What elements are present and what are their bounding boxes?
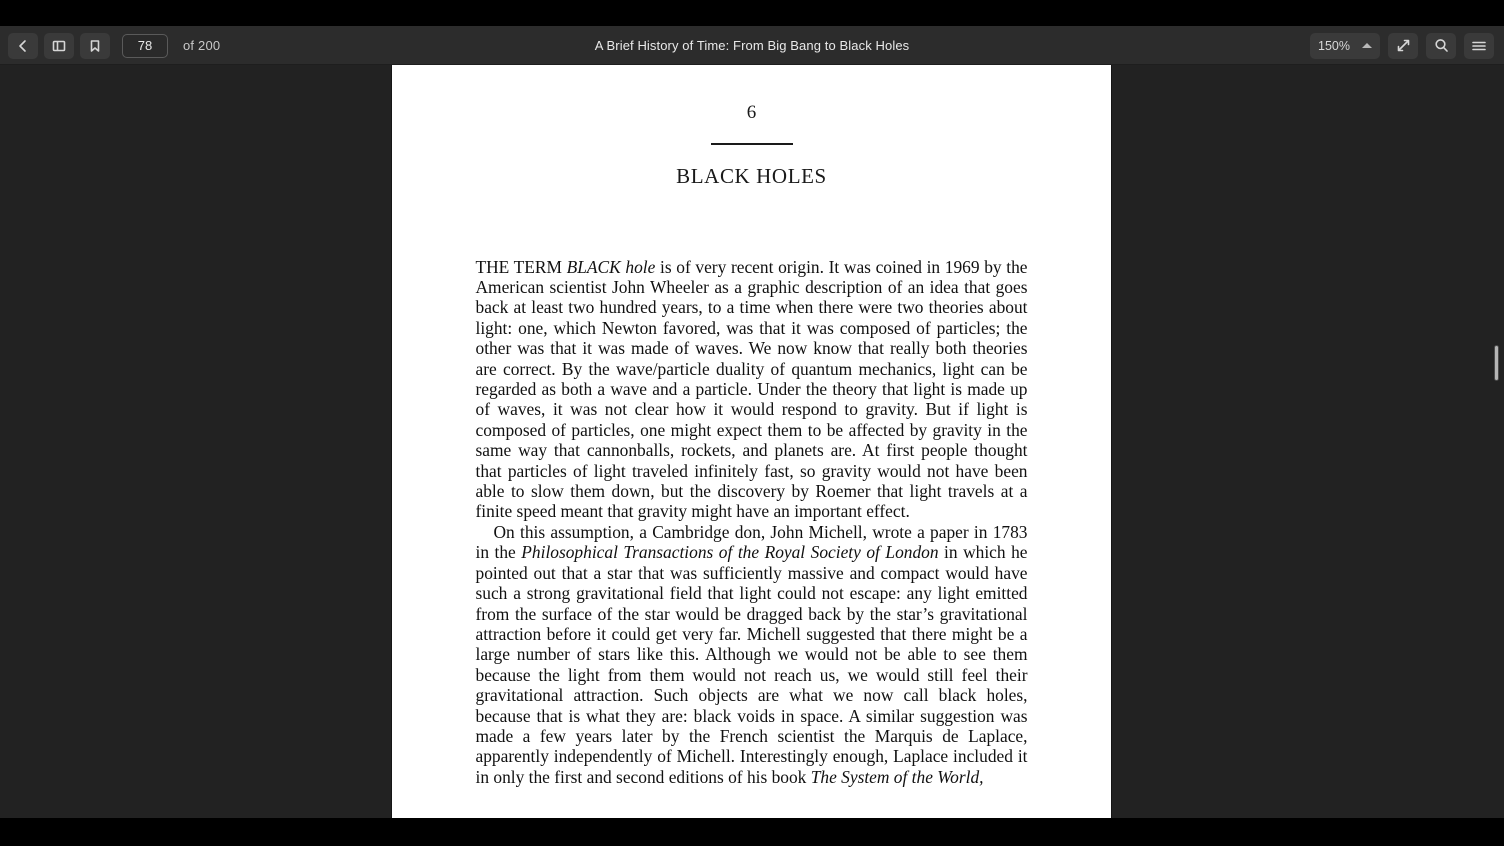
page-number-input[interactable] <box>122 34 168 58</box>
toolbar-center-group <box>0 26 1504 65</box>
journal-title-italic: Philosophical Transactions of the Royal Society of London <box>521 542 939 563</box>
zoom-level-dropdown[interactable] <box>1310 33 1380 59</box>
letterbox-bottom <box>0 818 1504 846</box>
document-title: A Brief History of Time: From Big Bang to Black Holes <box>594 38 910 53</box>
search-button[interactable] <box>1426 33 1456 59</box>
chapter-number: 6 <box>746 102 757 123</box>
vertical-scrollbar-track[interactable] <box>1490 65 1504 818</box>
lead-smallcaps-italic: BLACK <box>566 256 621 277</box>
chevron-left-icon <box>15 38 31 54</box>
document-viewer[interactable] <box>0 65 1504 818</box>
paragraph-1 <box>476 257 1028 522</box>
paragraph-1-text: is of very recent origin. It was coined in 1969 by the American scientist John Wheeler as a graphic description of an idea that goes back at least two hundred years, to a time when there were two theories about light: one, which Newton favored, was that it was composed of particles; the other was that it was made of waves. We now know that really both theories are correct. By the wave/particle duality of quantum mechanics, light can be regarded as both a wave and a particle. Under the theory that light is made up of waves, it was not clear how it would respond to gravity. But if light is composed of particles, one might expect them to be affected by gravity in the same way that cannonballs, rockets, and planets are. At first people thought that particles of light traveled infinitely fast, so gravity would not have been able to slow them down, but the discovery by Roemer that light travels at a finite speed meant that gravity might have an important effect. <box>475 256 1028 522</box>
paragraph-2-part-2: in which he pointed out that a star that was sufficiently massive and compact would have such a strong gravitational field that light could not escape: any light emitted from the surface of the star would be dragged back by the star’s gravitational attraction before it could get very far. Michell suggested that there might be a large number of stars like this. Although we would not be able to see them because the light from them would not reach us, we would still feel their gravitational attraction. Such objects are what we now call black holes, because that is what they are: black voids in space. A similar suggestion was made a few years later by the French scientist the Marquis de Laplace, apparently independently of Michell. Interestingly enough, Laplace included it in only the first and second editions of his book <box>475 542 1028 787</box>
chevron-up-icon <box>1362 43 1372 48</box>
document-page <box>392 65 1111 818</box>
lead-italic-word: hole <box>620 256 656 277</box>
page-total-label: of 200 <box>183 38 221 53</box>
letterbox-top <box>0 0 1504 26</box>
toolbar-left-group <box>8 26 220 65</box>
page-body-text <box>476 257 1028 788</box>
paragraph-2-part-1: On this assumption, a Cambridge don, John Michell, wrote a paper in 1783 in the <box>475 521 1028 563</box>
magnifier-icon <box>1433 37 1450 54</box>
toolbar-right-group <box>1310 26 1494 65</box>
paragraph-2 <box>476 522 1028 787</box>
vertical-scrollbar-thumb[interactable] <box>1494 345 1499 381</box>
book-title-italic: The System of the World, <box>810 766 984 787</box>
menu-button[interactable] <box>1464 33 1494 59</box>
zoom-level-value: 150% <box>1318 38 1350 53</box>
lead-smallcaps: THE TERM <box>475 256 567 277</box>
hamburger-icon <box>1470 38 1488 54</box>
bookmark-icon <box>87 38 103 54</box>
chapter-title: BLACK HOLES <box>676 163 827 188</box>
toolbar <box>0 26 1504 65</box>
back-button[interactable] <box>8 33 38 59</box>
sidebar-toggle-button[interactable] <box>44 33 74 59</box>
expand-diagonal-icon <box>1395 37 1412 54</box>
fullscreen-button[interactable] <box>1388 33 1418 59</box>
bookmark-button[interactable] <box>80 33 110 59</box>
sidebar-panel-icon <box>51 38 67 54</box>
chapter-divider-rule <box>711 143 793 145</box>
